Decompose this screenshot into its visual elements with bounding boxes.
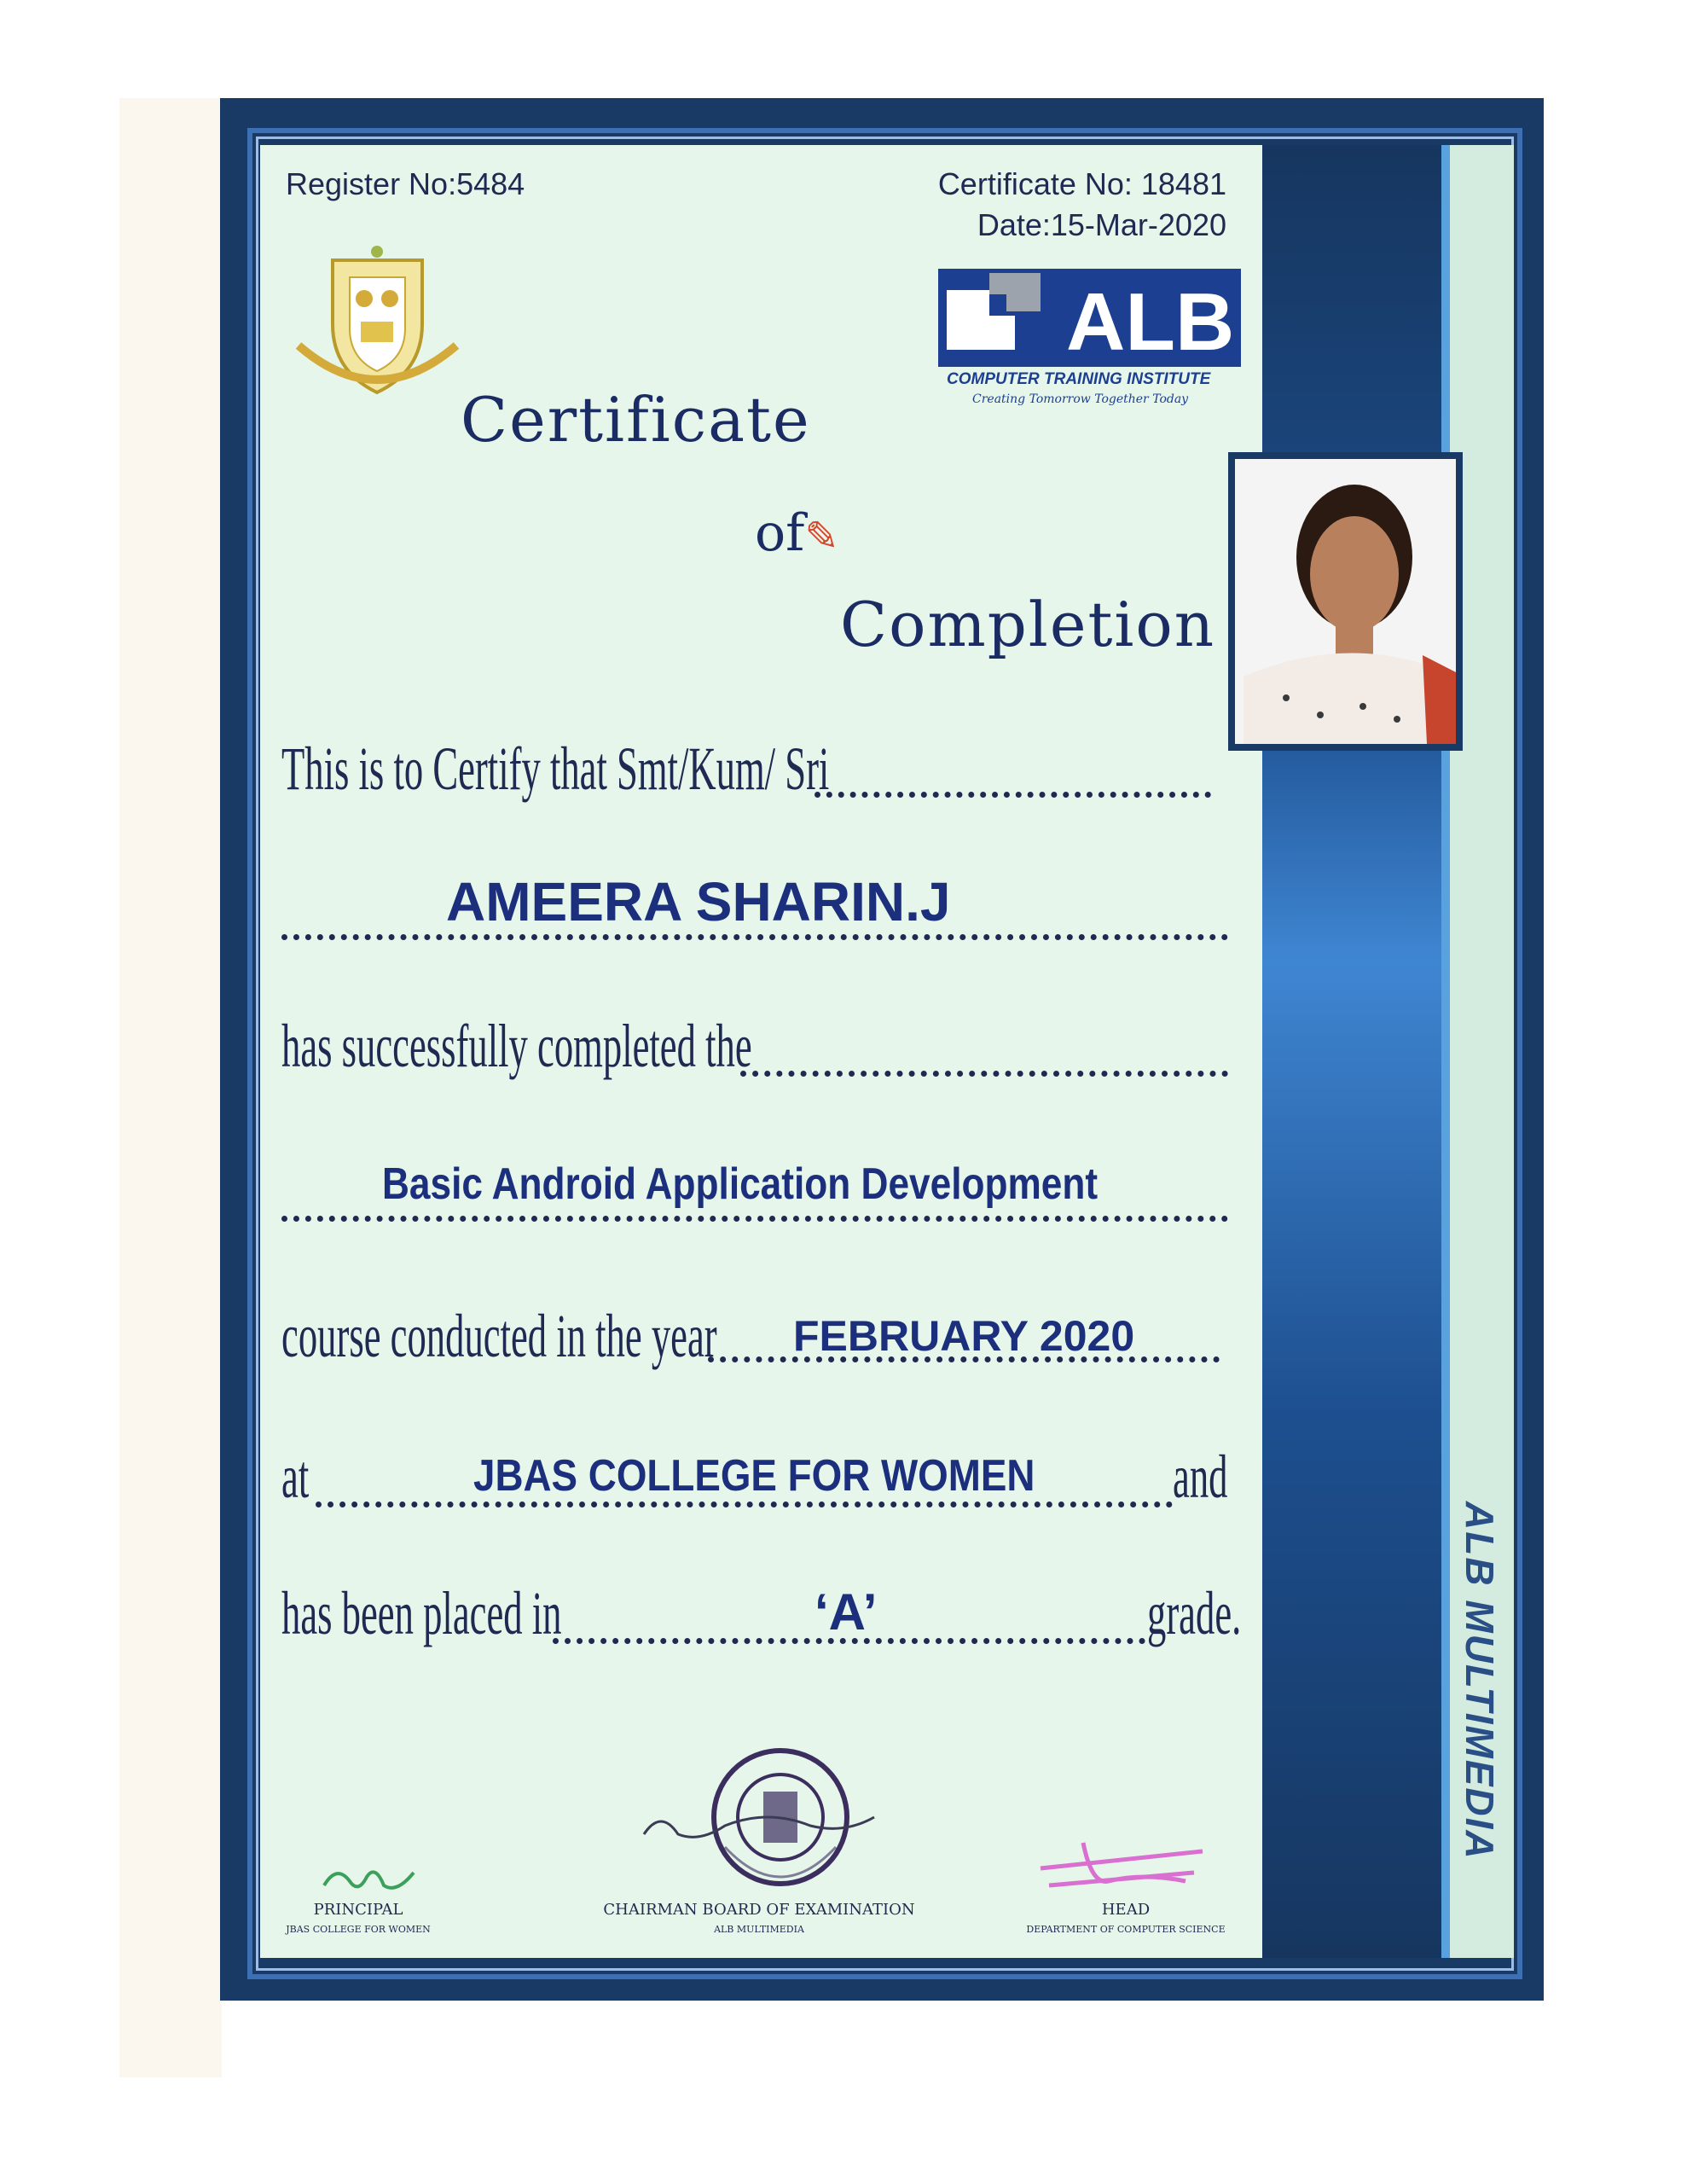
student-photo xyxy=(1228,452,1463,751)
student-photo-image xyxy=(1235,459,1456,744)
certificate-number: Certificate No: 18481 xyxy=(937,166,1226,201)
dotted-line xyxy=(740,1071,1228,1077)
grade-value: ‘A’ xyxy=(815,1583,878,1641)
scroll-icon: ✎ xyxy=(804,513,839,561)
side-label: ALB MULTIMEDIA xyxy=(1458,1501,1502,1861)
principal-title: PRINCIPAL xyxy=(313,1901,403,1919)
completed-text: has successfully completed the xyxy=(281,1012,752,1080)
title-certificate: Certificate xyxy=(461,384,811,456)
title-completion: Completion xyxy=(840,589,1216,660)
issue-date: Date:15-Mar-2020 xyxy=(977,207,1226,242)
alb-brand-text: ALB xyxy=(1066,276,1235,368)
head-subtitle: DEPARTMENT OF COMPUTER SCIENCE xyxy=(1026,1924,1226,1935)
student-name: AMEERA SHARIN.J xyxy=(446,871,951,932)
and-text: and xyxy=(1173,1443,1228,1511)
alb-tagline: COMPUTER TRAINING INSTITUTE xyxy=(947,370,1211,388)
principal-signature-icon xyxy=(320,1860,422,1898)
dotted-line xyxy=(281,934,1228,940)
dotted-line xyxy=(815,792,1211,798)
alb-motto: Creating Tomorrow Together Today xyxy=(972,392,1189,405)
head-title: HEAD xyxy=(1101,1901,1151,1919)
principal-subtitle: JBAS COLLEGE FOR WOMEN xyxy=(286,1924,431,1935)
scan-margin xyxy=(119,98,222,2077)
certify-text: This is to Certify that Smt/Kum/ Sri xyxy=(281,735,830,803)
alb-logo xyxy=(938,264,1241,405)
dotted-line xyxy=(281,1216,1228,1222)
side-stripe xyxy=(1262,145,1441,1958)
college-name: JBAS COLLEGE FOR WOMEN xyxy=(473,1451,1035,1501)
chairman-signature-icon xyxy=(640,1800,878,1851)
chairman-subtitle: ALB MULTIMEDIA xyxy=(714,1924,804,1935)
course-name: Basic Android Application Development xyxy=(382,1159,1099,1209)
placed-text: has been placed in xyxy=(281,1579,562,1647)
dotted-line xyxy=(316,1502,1173,1507)
chairman-title: CHAIRMAN BOARD OF EXAMINATION xyxy=(603,1901,915,1919)
course-month-year: FEBRUARY 2020 xyxy=(793,1312,1135,1360)
register-number: Register No:5484 xyxy=(286,166,525,201)
title-of xyxy=(755,503,839,563)
head-signature-icon xyxy=(1032,1834,1220,1898)
at-text: at xyxy=(281,1443,310,1511)
grade-suffix: grade. xyxy=(1147,1579,1242,1647)
title-of-text: of xyxy=(755,503,805,563)
year-text: course conducted in the year xyxy=(281,1302,717,1370)
college-emblem-icon xyxy=(286,243,469,405)
